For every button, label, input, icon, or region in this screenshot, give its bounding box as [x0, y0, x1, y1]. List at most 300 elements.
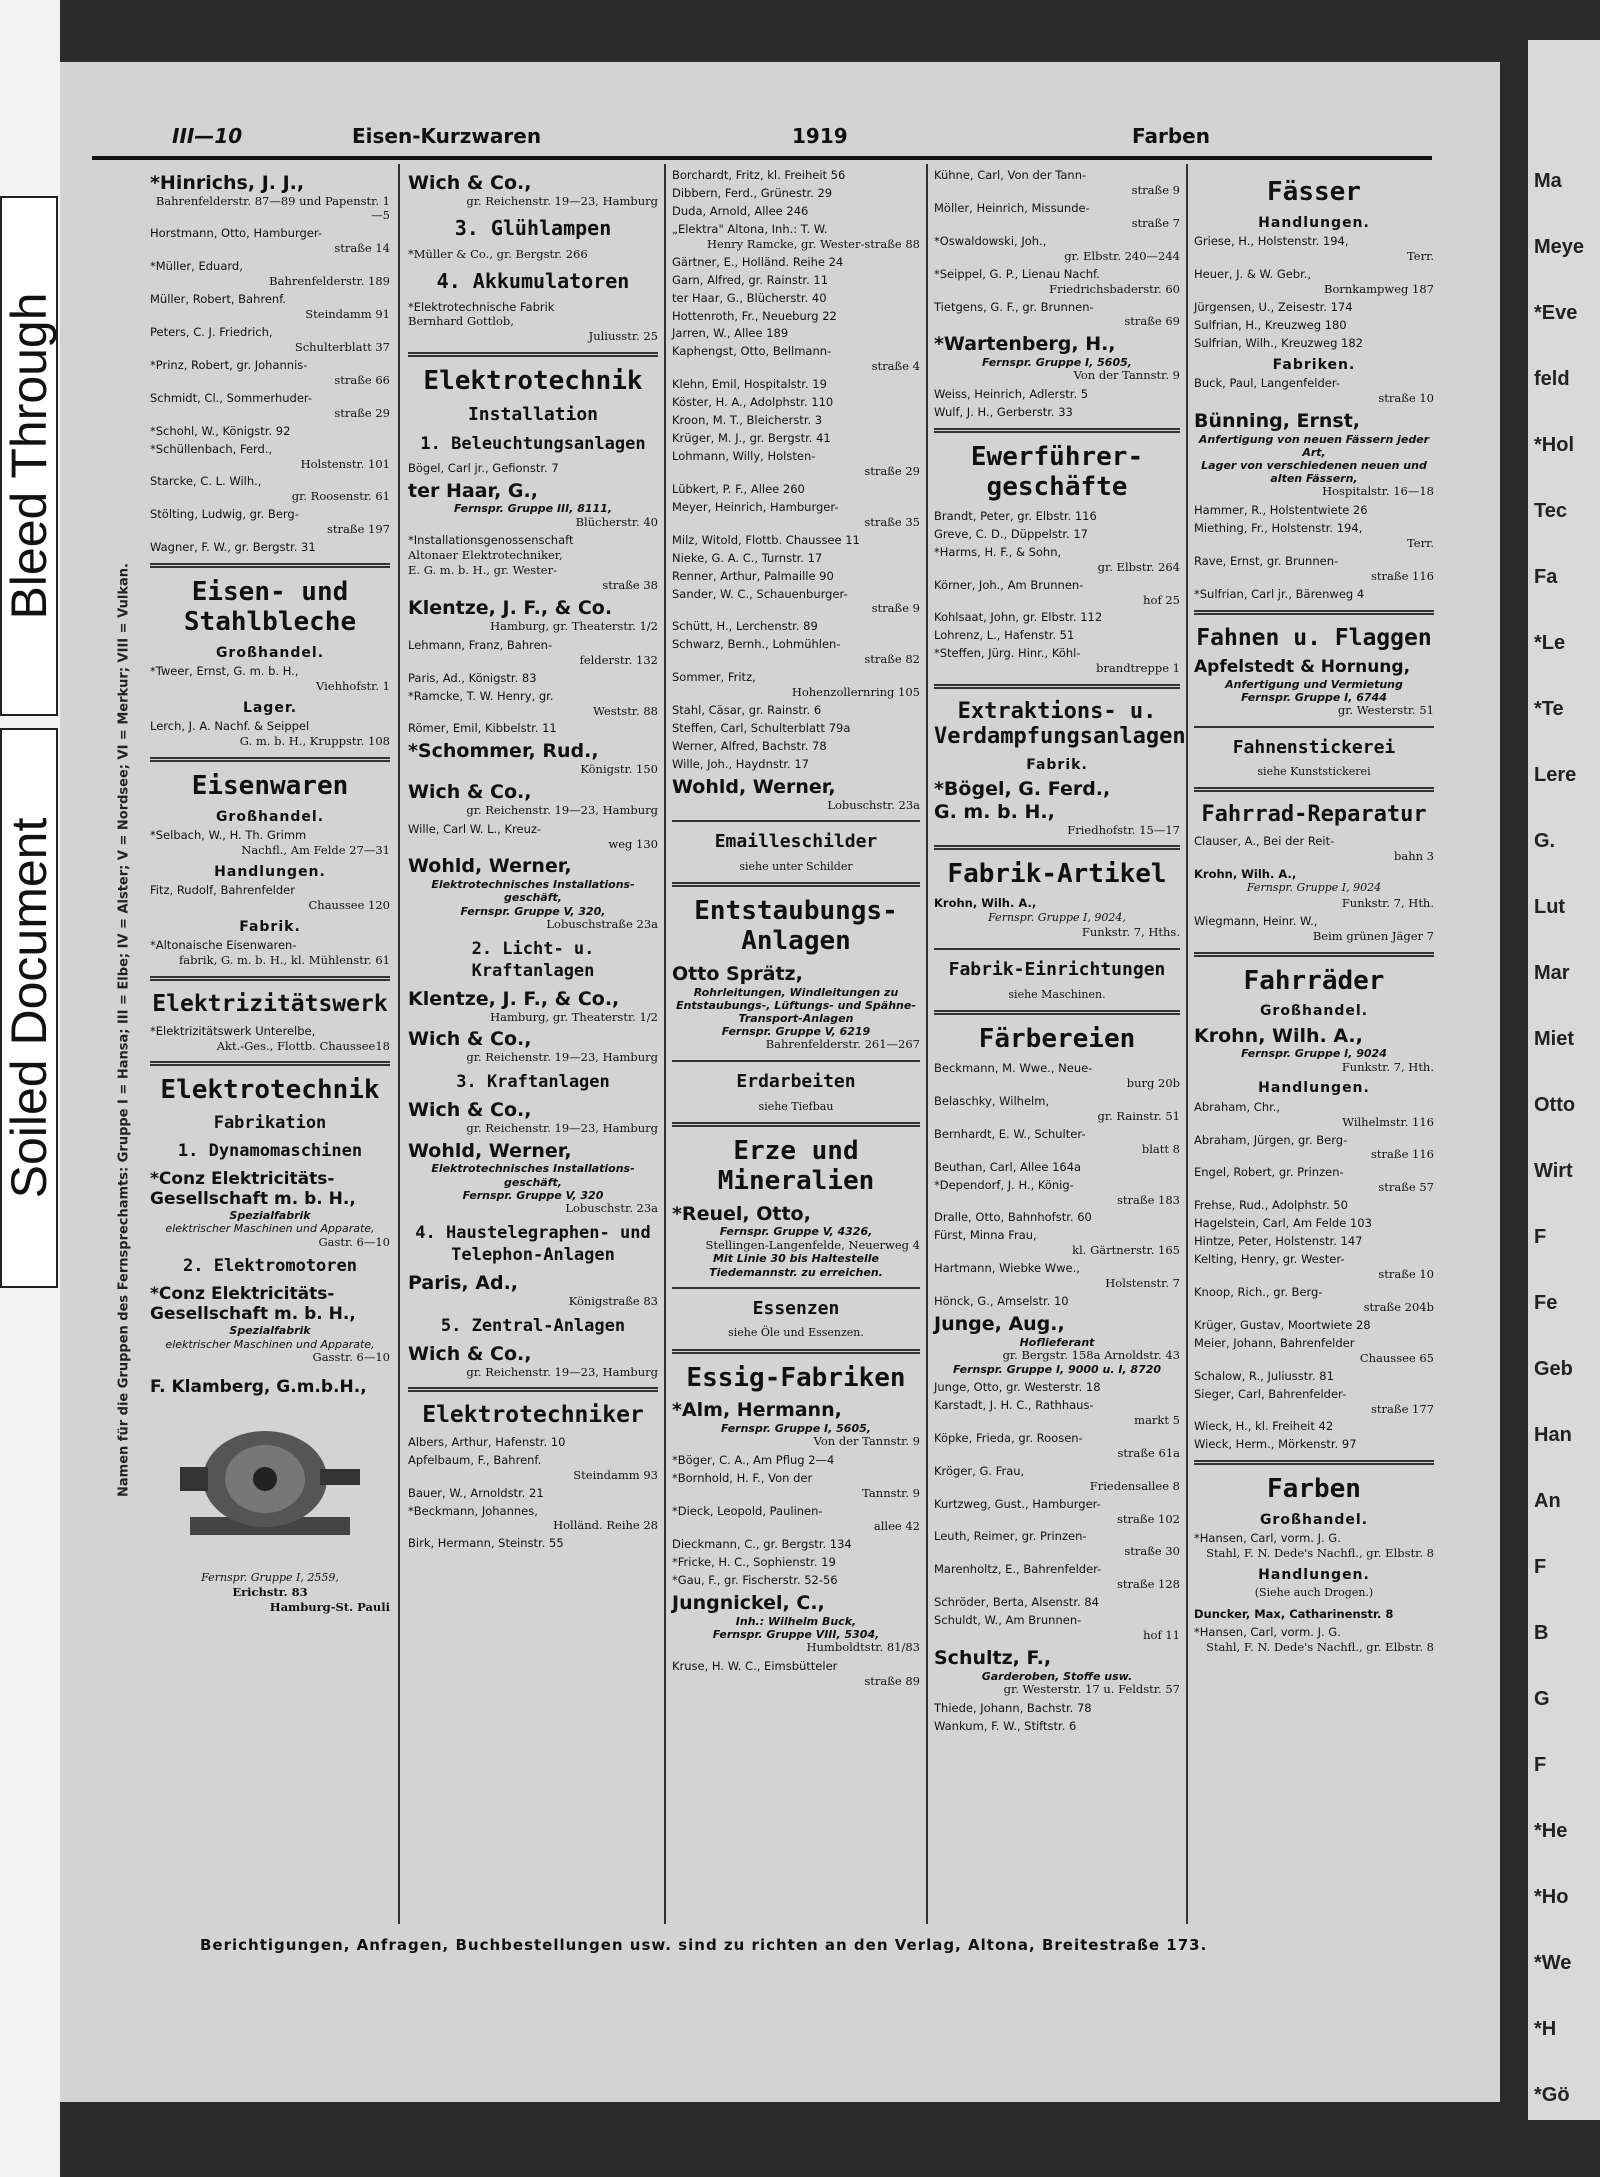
entry-reuel: *Reuel, Otto, Fernspr. Gruppe V, 4326, Stellingen-Langenfelde, Neuerweg 4 Mit Linie 30 bis Haltestelle Tiedemannstr. zu erreichen.: [672, 1202, 920, 1279]
column-4: [934, 168, 1186, 1737]
list-item-address: markt 5: [1134, 1412, 1180, 1427]
list-item-address: straße 82: [864, 652, 920, 667]
list-item: [1194, 1336, 1434, 1366]
heading-fahrraeder: Fahrräder: [1243, 965, 1385, 996]
list-item: [934, 1178, 1180, 1208]
entry-fitz: Fitz, Rudolf, Bahrenfelder Chaussee 120: [150, 883, 390, 913]
list-item: [672, 587, 920, 617]
list-item-name: Dibbern, Ferd., Grünestr. 29: [672, 185, 833, 200]
entry-schommer: *Schommer, Rud., Königstr. 150: [408, 740, 658, 777]
list-item-name: Körner, Joh., Am Brunnen-: [934, 577, 1084, 592]
subheading-grosshandel: Großhandel.: [215, 808, 325, 825]
list-item-address: gr. Elbstr. 264: [1097, 559, 1180, 574]
list-item-address: hof 11: [1143, 1628, 1180, 1643]
subheading-handlungen: Handlungen.: [1258, 1080, 1370, 1097]
entry-conz-2: *Conz Elektricitäts- Gesellschaft m. b. H., Spezialfabrik elektrischer Maschinen und Apparate, Gasstr. 6—10: [150, 1283, 390, 1364]
list-item: [672, 222, 920, 252]
column-rule: [398, 164, 400, 1924]
list-item: [672, 449, 920, 479]
list-item: [1194, 1165, 1434, 1195]
list-item-address: straße 177: [1371, 1401, 1434, 1416]
list-item: [672, 413, 920, 428]
list-item: [1194, 1318, 1434, 1333]
next-page-fragment: *He: [1534, 1820, 1568, 1842]
list-item: [1194, 267, 1434, 297]
list-item-address: Tannstr. 9: [862, 1486, 920, 1501]
see-reference: siehe Maschinen.: [1008, 987, 1106, 1001]
subheading-grosshandel: Großhandel.: [215, 644, 325, 661]
list-item-name: Lohrenz, L., Hafenstr. 51: [934, 628, 1075, 643]
subheading-handlungen: Handlungen.: [214, 864, 326, 880]
list-item-name: Weiss, Heinrich, Adlerstr. 5: [934, 387, 1089, 402]
see-reference: siehe Kunststickerei: [1257, 765, 1371, 779]
list-item-name: Griese, H., Holstenstr. 194,: [1194, 234, 1349, 249]
list-item-name: Meier, Johann, Bahrenfelder: [1194, 1335, 1355, 1350]
list-item: [934, 1261, 1180, 1291]
entry-list: [1194, 503, 1434, 602]
list-item: [672, 619, 920, 634]
list-item-name: „Elektra" Altona, Inh.: T. W.: [672, 221, 828, 236]
entry-wohld: Wohld, Werner, Lobuschstr. 23a: [672, 775, 920, 812]
list-item: [1194, 503, 1434, 518]
list-item: [672, 168, 920, 183]
list-item-name: Hottenroth, Fr., Neueburg 22: [672, 308, 837, 323]
list-item-name: Wankum, F. W., Stiftstr. 6: [934, 1718, 1077, 1733]
entry-buck: Buck, Paul, Langenfelder- straße 10: [1194, 375, 1434, 405]
list-item: [672, 500, 920, 530]
list-item-address: Terr.: [1407, 535, 1434, 550]
next-page-fragment: Geb: [1534, 1358, 1573, 1380]
list-item-name: *Ramcke, T. W. Henry, gr.: [408, 688, 554, 703]
subheading-zentral-anlagen: 5. Zentral-Anlagen: [440, 1315, 626, 1336]
entry-wille: Wille, Carl W. L., Kreuz- weg 130: [408, 821, 658, 851]
list-item-address: Friedensallee 8: [1089, 1478, 1180, 1493]
entry-jungnickel: Jungnickel, C., Inh.: Wilhelm Buck, Fernspr. Gruppe VIII, 5304, Humboldtstr. 81/83: [672, 1591, 920, 1654]
list-item-name: Köster, H. A., Adolphstr. 110: [672, 395, 834, 410]
list-item-address: straße 9: [871, 601, 920, 616]
column-rule: [1186, 164, 1188, 1924]
list-item: [934, 267, 1180, 297]
list-item: [934, 405, 1180, 420]
heading-elektrotechnik-install: Elektrotechnik: [423, 366, 643, 397]
entry-wich-1: Wich & Co., gr. Reichenstr. 19—23, Hamburg: [408, 172, 658, 208]
next-page-edge: [1528, 40, 1600, 2120]
list-item-address: straße 116: [1371, 1147, 1434, 1162]
list-item-name: Beckmann, M. Wwe., Neue-: [934, 1061, 1093, 1075]
page-header: [92, 120, 1432, 160]
entry-selbach: *Selbach, W., H. Th. Grimm Nachfl., Am Felde 27—31: [150, 828, 390, 858]
list-item: [150, 226, 390, 256]
list-item: [934, 1562, 1180, 1592]
list-item: [672, 273, 920, 288]
list-item-address: straße 183: [1117, 1192, 1180, 1207]
list-item-name: Starcke, C. L. Wilh.,: [150, 474, 262, 489]
section-rule: [150, 563, 390, 568]
list-item-name: Dieckmann, C., gr. Bergstr. 134: [672, 1536, 852, 1551]
entry-schultz: Schultz, F., Garderoben, Stoffe usw. gr. Westerstr. 17 u. Feldstr. 57: [934, 1647, 1180, 1697]
list-item: [934, 1294, 1180, 1309]
list-item: [934, 628, 1180, 643]
list-item-name: *Fricke, H. C., Sophienstr. 19: [672, 1554, 836, 1569]
list-item-name: Junge, Otto, gr. Westerstr. 18: [934, 1380, 1101, 1395]
list-item-name: Frehse, Rud., Adolphstr. 50: [1194, 1198, 1348, 1213]
section-rule: [1194, 726, 1434, 728]
section-rule: [1194, 952, 1434, 957]
list-item: [672, 255, 920, 270]
list-item: [672, 344, 920, 374]
list-item: [672, 1471, 920, 1501]
list-item: [672, 1555, 920, 1570]
list-item-address: allee 42: [873, 1518, 920, 1533]
list-item-name: *Oswaldowski, Joh.,: [934, 233, 1047, 248]
list-item-name: Bögel, Carl jr., Gefionstr. 7: [408, 460, 559, 475]
list-item-name: *Bornhold, H. F., Von der: [672, 1471, 813, 1486]
list-item-name: Schröder, Berta, Alsenstr. 84: [934, 1595, 1099, 1610]
list-item-address: brandtreppe 1: [1096, 661, 1180, 676]
list-item-name: Wulf, J. H., Gerberstr. 33: [934, 405, 1073, 420]
list-item-name: Renner, Arthur, Palmaille 90: [672, 568, 834, 583]
list-item-address: burg 20b: [1126, 1075, 1180, 1090]
list-item-name: Schwarz, Bernh., Lohmühlen-: [672, 637, 841, 652]
list-item: [1194, 1100, 1434, 1130]
list-item-name: Wille, Joh., Haydnstr. 17: [672, 756, 809, 771]
heading-akkumulatoren: 4. Akkumulatoren: [436, 268, 630, 293]
list-item-name: Schmidt, Cl., Sommerhuder-: [150, 390, 313, 405]
list-item: [1194, 521, 1434, 551]
list-item-address: straße 35: [864, 514, 920, 529]
klamberg-phone: Fernspr. Gruppe I, 2559,: [201, 1570, 339, 1584]
list-item: [672, 569, 920, 584]
list-item: [1194, 1198, 1434, 1213]
entry-junge-aug: Junge, Aug., Hoflieferant gr. Bergstr. 158a Arnoldstr. 43 Fernspr. Gruppe I, 9000 u. I, 8720: [934, 1313, 1180, 1376]
section-rule: [672, 1060, 920, 1062]
list-item: [934, 1228, 1180, 1258]
next-page-fragment: Mar: [1534, 962, 1570, 984]
list-item-name: *Seippel, G. P., Lienau Nachf.: [934, 266, 1100, 281]
list-item-name: *Dependorf, J. H., König-: [934, 1177, 1074, 1192]
heading-elektrizitaetswerk: Elektrizitätswerk: [152, 991, 388, 1018]
entry-wich-3: Wich & Co., gr. Reichenstr. 19—23, Hamburg: [408, 1028, 658, 1065]
list-item-address: hof 25: [1143, 592, 1180, 607]
entry-list: [934, 509, 1180, 676]
list-item: [934, 1160, 1180, 1175]
list-item-address: Holländ. Reihe 28: [553, 1518, 658, 1533]
list-item: [672, 395, 920, 410]
list-item: [934, 300, 1180, 330]
list-item-name: *Böger, C. A., Am Pflug 2—4: [672, 1453, 835, 1468]
entry-hinrichs: *Hinrichs, J. J., Bahrenfelderstr. 87—89 und Papenstr. 1—5: [150, 172, 390, 222]
vertical-note-text: Namen für die Gruppen des Fernsprechamts: Gruppe I = Hansa; III = Elbe; IV = Alster; V = Nordsee; VI = Merkur; VIII = Vulkan.: [116, 563, 132, 1497]
list-item-address: kl. Gärtnerstr. 165: [1072, 1243, 1180, 1258]
next-page-fragment: F: [1534, 1754, 1547, 1776]
list-item-address: gr. Roosenstr. 61: [291, 489, 390, 504]
entry-paris: Paris, Ad., Königstraße 83: [408, 1272, 658, 1308]
list-item: [1194, 336, 1434, 351]
list-item: [672, 670, 920, 700]
list-item: [1194, 1419, 1434, 1434]
subheading-grosshandel: Großhandel.: [1259, 1512, 1369, 1529]
section-rule: [672, 1122, 920, 1127]
list-item: [934, 1127, 1180, 1157]
list-item-address: Bahrenfelderstr. 189: [269, 274, 390, 289]
next-page-fragment: Meye: [1534, 236, 1585, 258]
subheading-handlungen: Handlungen.: [1258, 1567, 1370, 1584]
list-item: [408, 1435, 658, 1450]
entry-conz-1: *Conz Elektricitäts- Gesellschaft m. b. H., Spezialfabrik elektrischer Maschinen und Apparate, Gastr. 6—10: [150, 1168, 390, 1249]
list-item-address: straße 197: [327, 522, 390, 537]
list-item-name: Marenholtz, E., Bahrenfelder-: [934, 1562, 1102, 1577]
list-item-address: Holstenstr. 101: [300, 456, 390, 471]
next-page-fragment: *Hol: [1534, 434, 1574, 456]
list-item: [672, 204, 920, 219]
section-rule: [934, 684, 1180, 689]
list-item: [934, 1701, 1180, 1716]
heading-gluehlampen: 3. Glühlampen: [454, 215, 612, 240]
list-item-name: Sieger, Carl, Bahrenfelder-: [1194, 1386, 1347, 1401]
list-item: [672, 739, 920, 754]
list-item: [1194, 318, 1434, 333]
list-item-name: Rave, Ernst, gr. Brunnen-: [1194, 553, 1339, 568]
heading-eisenwaren: Eisenwaren: [191, 771, 349, 802]
heading-extraktion: Extraktions- u. Verdampfungsanlagen: [934, 699, 1186, 750]
subheading-lager: Lager.: [242, 699, 298, 716]
list-item-address: straße 61a: [1117, 1445, 1180, 1460]
list-item: [408, 671, 658, 686]
list-item-name: Albers, Arthur, Hafenstr. 10: [408, 1434, 566, 1449]
list-item-name: Stahl, Cäsar, gr. Rainstr. 6: [672, 703, 822, 718]
section-rule: [672, 1287, 920, 1289]
list-item: [934, 387, 1180, 402]
section-rule: [934, 948, 1180, 950]
list-item: [408, 721, 658, 736]
list-item-name: Thiede, Johann, Bachstr. 78: [934, 1700, 1092, 1715]
list-item-address: straße 69: [1124, 314, 1180, 329]
subheading-fabriken: Fabriken.: [1272, 356, 1356, 373]
list-item-address: straße 204b: [1363, 1299, 1434, 1314]
subheading-beleuchtung: 1. Beleuchtungsanlagen: [420, 433, 646, 454]
list-item: [672, 637, 920, 667]
list-item-name: Krüger, Gustav, Moortwiete 28: [1194, 1317, 1371, 1332]
entry-buenning: Bünning, Ernst, Anfertigung von neuen Fässern jeder Art, Lager von verschiedenen neuen und alten Fässern, Hospitalstr. 16—18: [1194, 409, 1434, 499]
subheading-haustelegraphen: 4. Haustelegraphen- und Telephon-Anlagen: [415, 1222, 651, 1265]
entry-klentze-2: Klentze, J. F., & Co., Hamburg, gr. Theaterstr. 1/2: [408, 987, 658, 1024]
list-item-name: *Müller, Eduard,: [150, 259, 243, 274]
entry-altonaische: *Altonaische Eisenwaren- fabrik, G. m. b. H., kl. Mühlenstr. 61: [150, 938, 390, 968]
heading-elektrotechniker: Elektrotechniker: [422, 1402, 644, 1429]
entry-elektrizitaetswerk: *Elektrizitätswerk Unterelbe, Akt.-Ges., Flottb. Chaussee18: [150, 1023, 390, 1053]
list-item: [150, 391, 390, 421]
list-item-name: Hagelstein, Carl, Am Felde 103: [1194, 1216, 1372, 1231]
list-item-name: Bernhardt, E. W., Schulter-: [934, 1126, 1086, 1141]
list-item-name: Kühne, Carl, Von der Tann-: [934, 168, 1087, 182]
list-item: [672, 703, 920, 718]
list-item-address: straße 128: [1117, 1577, 1180, 1592]
next-page-fragment: G: [1534, 1688, 1550, 1710]
list-item-name: Dralle, Otto, Bahnhofstr. 60: [934, 1210, 1092, 1225]
entry-lerch: Lerch, J. A. Nachf. & Seippel G. m. b. H., Kruppstr. 108: [150, 719, 390, 749]
list-item-name: *Beckmann, Johannes,: [408, 1503, 538, 1518]
list-item: [408, 638, 658, 668]
list-item: [672, 757, 920, 772]
list-item-address: Hohenzollernring 105: [791, 685, 920, 700]
list-item-name: Garn, Alfred, gr. Rainstr. 11: [672, 272, 829, 287]
entry-list: [934, 1380, 1180, 1643]
list-item-name: Meyer, Heinrich, Hamburger-: [672, 499, 839, 514]
list-item-name: Birk, Hermann, Steinstr. 55: [408, 1536, 564, 1551]
list-item-name: *Prinz, Robert, gr. Johannis-: [150, 357, 308, 372]
list-item-name: Sulfrian, Wilh., Kreuzweg 182: [1194, 335, 1363, 350]
list-item: [1194, 554, 1434, 584]
entry-list: [934, 1061, 1180, 1309]
entry-list: [672, 168, 920, 772]
heading-entstaubungs-anlagen: Entstaubungs-Anlagen: [694, 896, 898, 956]
list-item-name: Kohlsaat, John, gr. Elbstr. 112: [934, 610, 1103, 625]
subheading-fabrikation: Fabrikation: [213, 1113, 327, 1134]
list-item-address: Steindamm 91: [305, 307, 390, 322]
section-rule: [934, 428, 1180, 433]
next-page-fragment: Otto: [1534, 1094, 1576, 1116]
next-page-fragment: Tec: [1534, 500, 1567, 522]
list-item: [934, 527, 1180, 542]
list-item: [934, 1210, 1180, 1225]
list-item-name: Horstmann, Otto, Hamburger-: [150, 226, 322, 241]
list-item: [672, 482, 920, 497]
entry-wich-4: Wich & Co., gr. Reichenstr. 19—23, Hamburg: [408, 1099, 658, 1135]
list-item-address: straße 14: [334, 241, 390, 256]
list-item: [1194, 1133, 1434, 1163]
list-item-name: Krüger, M. J., gr. Bergstr. 41: [672, 431, 831, 446]
subheading-kraftanlagen: 3. Kraftanlagen: [456, 1072, 610, 1092]
list-item: [934, 1719, 1180, 1734]
list-item-address: gr. Elbstr. 240—244: [1064, 248, 1180, 263]
list-item: [1194, 1437, 1434, 1452]
list-item-name: *Steffen, Jürg. Hinr., Köhl-: [934, 646, 1081, 661]
list-item: [1194, 587, 1434, 602]
list-item-address: straße 116: [1371, 568, 1434, 583]
entry-alm: *Alm, Hermann, Fernspr. Gruppe I, 5605, Von der Tannstr. 9: [672, 1399, 920, 1449]
list-item-name: Sommer, Fritz,: [672, 670, 756, 685]
list-item-name: Hintze, Peter, Holstenstr. 147: [1194, 1234, 1363, 1249]
list-item: [934, 1380, 1180, 1395]
entry-list: [150, 226, 390, 555]
list-item: [1194, 1252, 1434, 1282]
list-item-address: Holstenstr. 7: [1105, 1276, 1180, 1291]
list-item-name: Belaschky, Wilhelm,: [934, 1093, 1050, 1108]
subheading-fabrik: Fabrik.: [239, 919, 301, 936]
entry-list: [408, 461, 658, 476]
list-item: [934, 578, 1180, 608]
list-item-address: straße 102: [1117, 1511, 1180, 1526]
next-page-fragment: Wirt: [1534, 1160, 1573, 1182]
list-item: [150, 474, 390, 504]
entry-boegel: *Bögel, G. Ferd., G. m. b. H., Friedhofstr. 15—17: [934, 777, 1180, 837]
section-rule: [1194, 787, 1434, 792]
list-item-address: straße 7: [1131, 215, 1180, 230]
header-left-keyword: Eisen-Kurzwaren: [352, 124, 542, 148]
list-item-name: Köpke, Frieda, gr. Roosen-: [934, 1430, 1083, 1445]
list-item: [672, 377, 920, 392]
subheading-dynamomaschinen: 1. Dynamomaschinen: [177, 1141, 363, 1162]
list-item-name: Schütt, H., Lerchenstr. 89: [672, 619, 818, 634]
list-item-name: *Schohl, W., Königstr. 92: [150, 423, 291, 438]
list-item: [150, 259, 390, 289]
entry-ter-haar: ter Haar, G., Fernspr. Gruppe III, 8111, Blücherstr. 40: [408, 479, 658, 529]
list-item-name: ter Haar, G., Blücherstr. 40: [672, 290, 827, 305]
list-item-name: Sulfrian, H., Kreuzweg 180: [1194, 317, 1347, 332]
heading-fahnen-flaggen: Fahnen u. Flaggen: [1196, 624, 1432, 651]
section-rule: [672, 820, 920, 822]
section-rule: [150, 757, 390, 762]
list-item-address: Steindamm 93: [573, 1467, 658, 1482]
heading-faerbereien: Färbereien: [978, 1024, 1136, 1055]
vertical-note: [106, 240, 142, 1820]
entry-list: [1194, 234, 1434, 351]
list-item-name: Hartmann, Wiebke Wwe.,: [934, 1261, 1080, 1276]
list-item: [150, 507, 390, 537]
entry-installationsgenossenschaft: *Installationsgenossenschaft Altonaer Elektrotechniker, E. G. m. b. H., gr. Wester- straße 38: [408, 533, 658, 593]
entry-list: [934, 1701, 1180, 1734]
entry-list: [934, 168, 1180, 329]
list-item-name: Gärtner, E., Holländ. Reihe 24: [672, 254, 844, 269]
list-item: [672, 1453, 920, 1468]
subheading-elektromotoren: 2. Elektromotoren: [183, 1256, 357, 1277]
heading-essig-fabriken: Essig-Fabriken: [686, 1362, 906, 1393]
see-reference: siehe Tiefbau: [758, 1099, 834, 1113]
entry-list: [1194, 1100, 1434, 1453]
heading-erdarbeiten: Erdarbeiten: [736, 1071, 856, 1093]
entry-clauser: Clauser, A., Bei der Reit- bahn 3: [1194, 833, 1434, 863]
list-item-address: straße 57: [1378, 1180, 1434, 1195]
list-item: [672, 326, 920, 341]
list-item: [150, 358, 390, 388]
list-item-name: Apfelbaum, F., Bahrenf.: [408, 1452, 542, 1467]
list-item: [934, 646, 1180, 676]
bleed-through-label: Bleed Through: [1, 292, 57, 620]
list-item-name: Kelting, Henry, gr. Wester-: [1194, 1252, 1345, 1267]
list-item-name: Knoop, Rich., gr. Berg-: [1194, 1284, 1323, 1299]
list-item-name: Stölting, Ludwig, gr. Berg-: [150, 507, 299, 522]
list-item: [1194, 300, 1434, 315]
list-item-name: Schalow, R., Juliusstr. 81: [1194, 1368, 1334, 1383]
electric-motor-illustration: [170, 1407, 370, 1567]
entry-wich-2: Wich & Co., gr. Reichenstr. 19—23, Hamburg: [408, 781, 658, 817]
list-item-name: Beuthan, Carl, Allee 164a: [934, 1159, 1082, 1174]
heading-essenzen: Essenzen: [752, 1297, 840, 1319]
list-item: [408, 1486, 658, 1501]
list-item-address: straße 66: [334, 372, 390, 387]
list-item-address: felderstr. 132: [579, 652, 658, 667]
list-item: [672, 1573, 920, 1588]
entry-klamberg: F. Klamberg, G.m.b.H.,: [150, 1376, 367, 1397]
list-item-name: Heuer, J. & W. Gebr.,: [1194, 266, 1312, 281]
list-item: [934, 1398, 1180, 1428]
entry-mueller: *Müller & Co., gr. Bergstr. 266: [408, 246, 588, 261]
list-item-name: Brandt, Peter, gr. Elbstr. 116: [934, 508, 1097, 523]
list-item: [672, 186, 920, 201]
heading-erze-mineralien: Erze und Mineralien: [717, 1135, 875, 1196]
klamberg-address: Erichstr. 83 Hamburg-St. Pauli: [232, 1585, 390, 1615]
heading-fahnenstickerei: Fahnenstickerei: [1232, 736, 1396, 758]
list-item: [934, 1529, 1180, 1559]
next-page-fragment: B: [1534, 1622, 1549, 1644]
list-item-address: straße 10: [1378, 1267, 1434, 1281]
next-page-fragment: feld: [1534, 368, 1570, 390]
column-1: [150, 168, 390, 1618]
list-item-name: Engel, Robert, gr. Prinzen-: [1194, 1165, 1344, 1180]
list-item-name: Klehn, Emil, Hospitalstr. 19: [672, 377, 827, 392]
subheading-handlungen: Handlungen.: [1258, 214, 1370, 231]
next-page-fragment: *H: [1534, 2018, 1557, 2040]
